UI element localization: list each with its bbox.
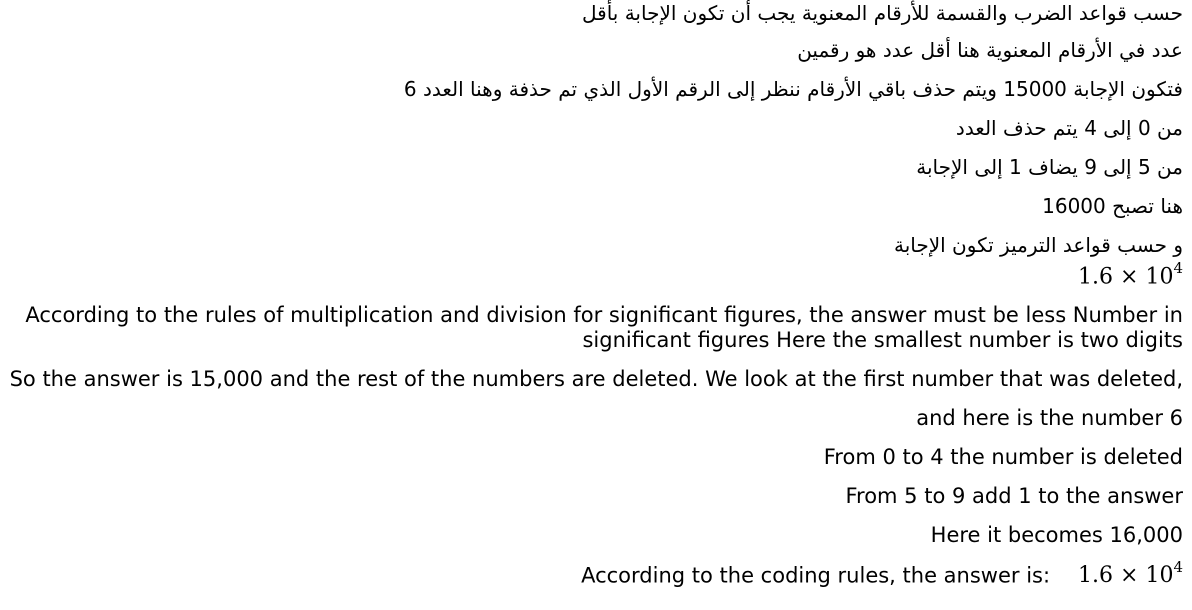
arabic-line-6: هنا تصبح 16000 [1042, 194, 1183, 218]
math-exponent-2: 4 [1173, 558, 1183, 576]
english-line-1: According to the rules of multiplication and division for significant figures, the answer must be less Number in significant figures Here the smallest number is two digits [25, 303, 1183, 352]
english-answer-math [1078, 558, 1183, 589]
math-exponent: 4 [1173, 259, 1183, 277]
arabic-line-4: من 0 إلى 4 يتم حذف العدد [955, 116, 1183, 140]
math-base: 1.6 × 10 [1078, 264, 1174, 290]
arabic-line-7: و حسب قواعد الترميز تكون الإجابة [893, 233, 1183, 257]
english-final-text: According to the coding rules, the answer is: [581, 563, 1051, 588]
english-line-3: and here is the number 6 [916, 406, 1183, 430]
english-line-4: From 0 to 4 the number is deleted [823, 445, 1183, 469]
arabic-line-1: حسب قواعد الضرب والقسمة للأرقام المعنوية يجب أن تكون الإجابة بأقل [581, 1, 1183, 25]
arabic-answer-math [1078, 261, 1183, 289]
english-line-5: From 5 to 9 add 1 to the answer [845, 484, 1183, 508]
english-line-7 [581, 560, 1183, 588]
arabic-line-5: من 5 إلى 9 يضاف 1 إلى الإجابة [916, 155, 1183, 179]
arabic-line-3: فتكون الإجابة 15000 ويتم حذف باقي الأرقام ننظر إلى الرقم الأول الذي تم حذفة وهنا العدد 6 [403, 77, 1183, 101]
math-base-2: 1.6 × 10 [1078, 563, 1174, 589]
english-line-6: Here it becomes 16,000 [930, 523, 1183, 547]
english-line-2: So the answer is 15,000 and the rest of the numbers are deleted. We look at the first number that was deleted, [9, 367, 1183, 391]
arabic-line-2: عدد في الأرقام المعنوية هنا أقل عدد هو رقمين [797, 38, 1183, 62]
